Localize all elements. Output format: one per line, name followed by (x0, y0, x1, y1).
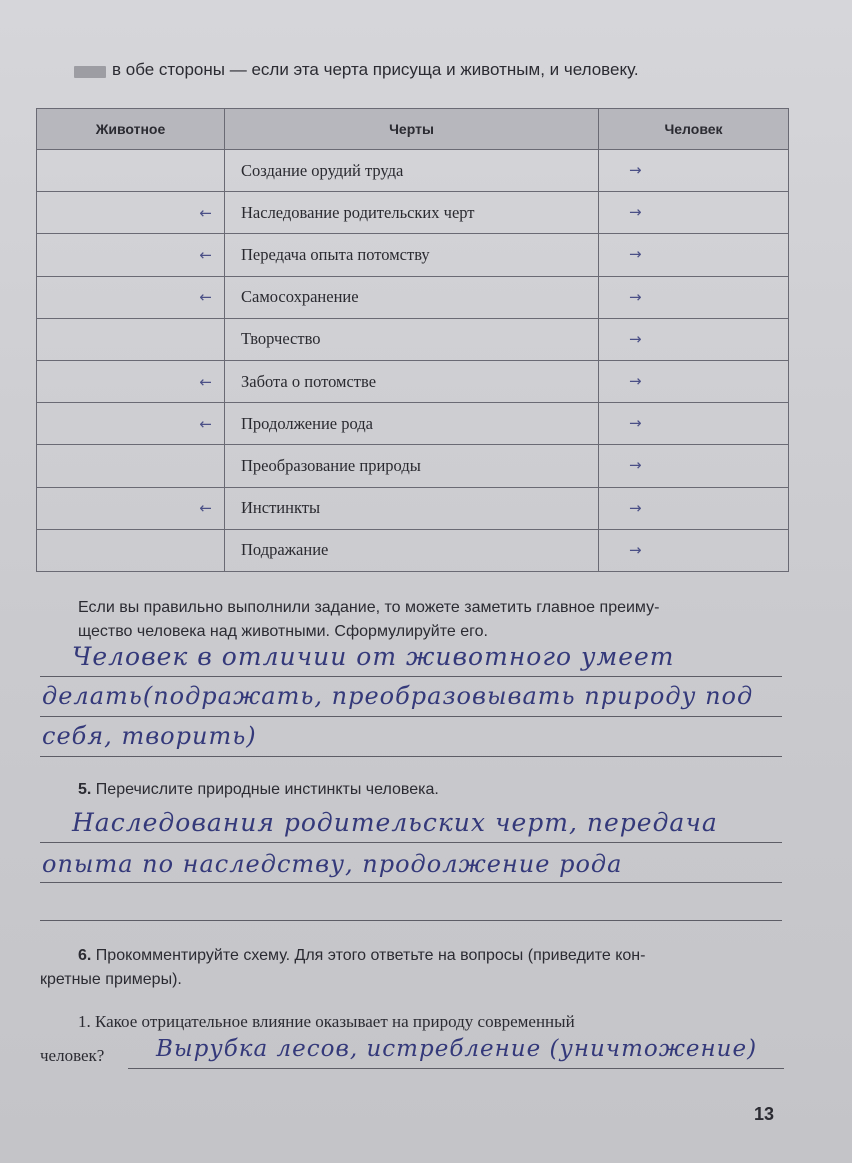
gray-marker-swatch (74, 66, 106, 78)
handwritten-answer: Человек в отличии от животного умеет (72, 642, 675, 671)
animal-cell (37, 318, 225, 360)
table-row (37, 234, 789, 276)
animal-cell (37, 487, 225, 529)
left-arrow-icon: ← (199, 499, 212, 518)
animal-cell (37, 192, 225, 234)
left-arrow-icon: ← (199, 245, 212, 264)
question-6-line-2: кретные примеры). (40, 971, 182, 988)
human-cell (599, 487, 789, 529)
right-arrow-icon: → (629, 414, 642, 433)
trait-cell: Инстинкты (225, 487, 599, 529)
animal-cell (37, 360, 225, 402)
question-number: 5. (78, 781, 92, 798)
handwritten-answer: Наследования родительских черт, передача (72, 808, 718, 837)
table-row (37, 150, 789, 192)
left-arrow-icon: ← (199, 203, 212, 222)
human-cell (599, 529, 789, 571)
question-6 (78, 944, 645, 968)
answer-line (40, 676, 782, 677)
task-note-line-1: Если вы правильно выполнили задание, то можете заметить главное преиму- (78, 599, 660, 616)
question-number: 6. (78, 947, 92, 964)
right-arrow-icon: → (629, 540, 642, 559)
header-traits: Черты (225, 109, 599, 150)
question-5 (78, 778, 439, 802)
right-arrow-icon: → (629, 161, 642, 180)
table-row (37, 487, 789, 529)
trait-cell: Самосохранение (225, 276, 599, 318)
right-arrow-icon: → (629, 245, 642, 264)
trait-cell: Творчество (225, 318, 599, 360)
answer-line (40, 842, 782, 843)
animal-cell (37, 234, 225, 276)
table-row (37, 529, 789, 571)
human-cell (599, 150, 789, 192)
page-number: 13 (754, 1104, 775, 1124)
right-arrow-icon: → (629, 203, 642, 222)
intro-text: в обе стороны — если эта черта присуща и животным, и человеку. (112, 60, 639, 79)
trait-cell: Передача опыта потомству (225, 234, 599, 276)
answer-line (128, 1068, 784, 1069)
handwritten-answer: опыта по наследству, продолжение рода (42, 850, 623, 878)
left-arrow-icon: ← (199, 372, 212, 391)
human-cell (599, 318, 789, 360)
subquestion-1-line-2: человек? (40, 1046, 105, 1065)
left-arrow-icon: ← (199, 414, 212, 433)
trait-cell: Создание орудий труда (225, 150, 599, 192)
table-row (37, 360, 789, 402)
trait-cell: Продолжение рода (225, 403, 599, 445)
answer-line (40, 756, 782, 757)
trait-cell: Забота о потомстве (225, 360, 599, 402)
right-arrow-icon: → (629, 372, 642, 391)
right-arrow-icon: → (629, 456, 642, 475)
trait-cell: Преобразование природы (225, 445, 599, 487)
traits-table (36, 108, 789, 572)
right-arrow-icon: → (629, 498, 642, 517)
animal-cell (37, 150, 225, 192)
animal-cell (37, 529, 225, 571)
animal-cell (37, 445, 225, 487)
task-note-line-2: щество человека над животными. Сформулируйте его. (78, 623, 488, 640)
right-arrow-icon: → (629, 329, 642, 348)
answer-line (40, 882, 782, 883)
table-row (37, 445, 789, 487)
human-cell (599, 276, 789, 318)
table-row (37, 318, 789, 360)
human-cell (599, 403, 789, 445)
table-row (37, 276, 789, 318)
table-header-row (37, 109, 789, 150)
human-cell (599, 192, 789, 234)
handwritten-answer: Вырубка лесов, истребление (уничтожение) (156, 1036, 758, 1062)
header-human: Человек (599, 109, 789, 150)
trait-cell: Подражание (225, 529, 599, 571)
header-animal: Животное (37, 109, 225, 150)
subquestion-1-line-1: 1. Какое отрицательное влияние оказывает на природу современный (78, 1012, 575, 1031)
table-row (37, 403, 789, 445)
trait-cell: Наследование родительских черт (225, 192, 599, 234)
answer-line (40, 920, 782, 921)
question-text: Перечислите природные инстинкты человека. (95, 781, 439, 798)
handwritten-answer: себя, творить) (42, 722, 257, 750)
right-arrow-icon: → (629, 287, 642, 306)
animal-cell (37, 276, 225, 318)
human-cell (599, 234, 789, 276)
answer-line (40, 716, 782, 717)
human-cell (599, 445, 789, 487)
handwritten-answer: делать(подражать, преобразовывать природу под (42, 682, 754, 710)
animal-cell (37, 403, 225, 445)
question-text: Прокомментируйте схему. Для этого ответьте на вопросы (приведите кон- (95, 947, 646, 964)
table-row (37, 192, 789, 234)
left-arrow-icon: ← (199, 288, 212, 307)
human-cell (599, 360, 789, 402)
